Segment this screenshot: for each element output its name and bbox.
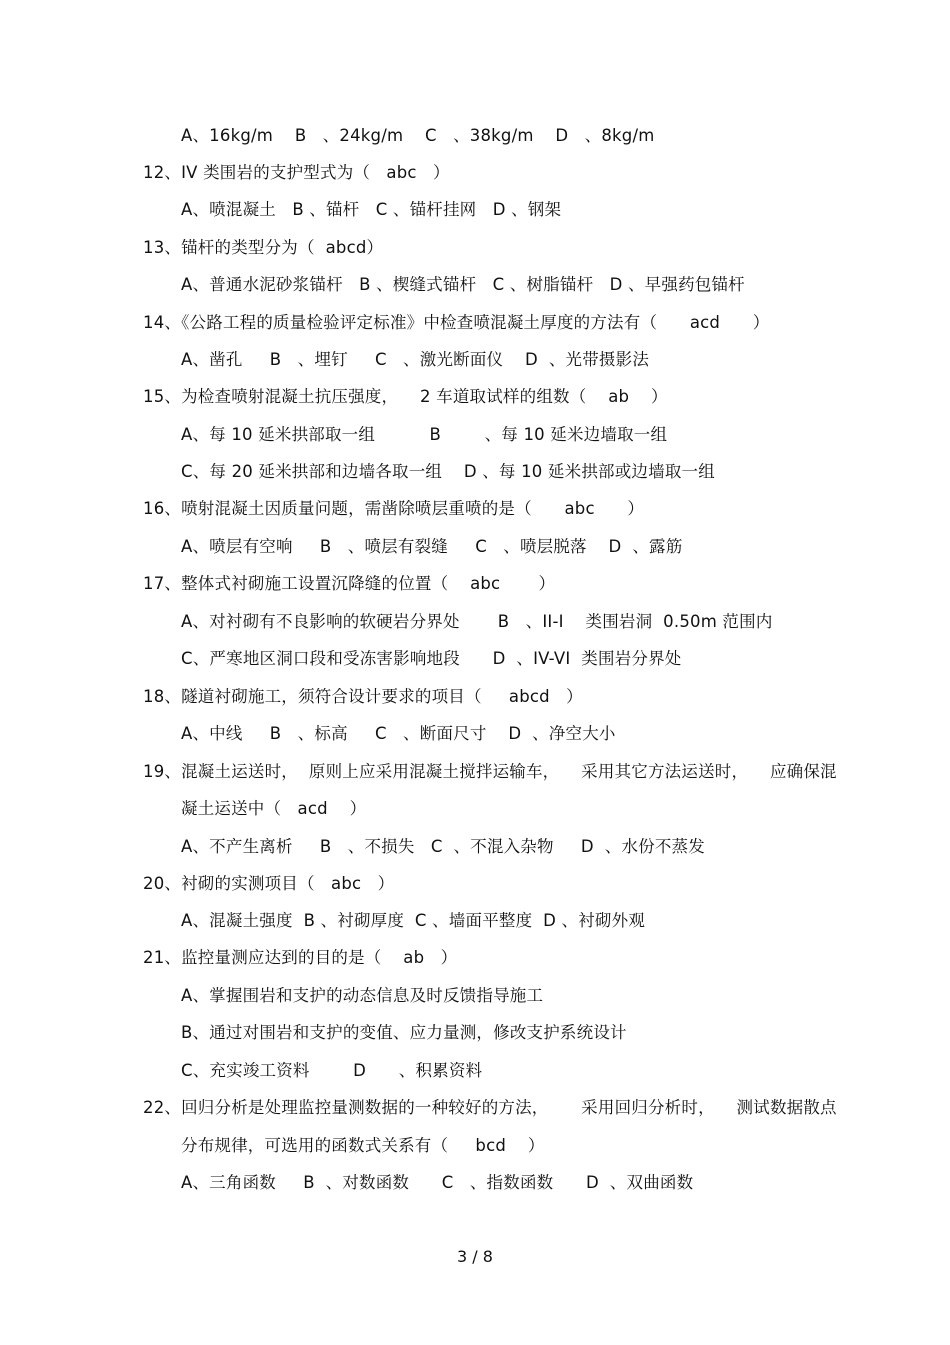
option-line-q15-ab: A、每 10 延米拱部取一组 B 、每 10 延米边墙取一组 [181,425,668,444]
option-line-q21-b: B、通过对围岩和支护的变值、应力量测，修改支护系统设计 [181,1023,627,1042]
question-17: 17、整体式衬砌施工设置沉降缝的位置（ abc ） [143,574,556,593]
question-22: 22、回归分析是处理监控量测数据的一种较好的方法， 采用回归分析时， 测试数据散点 [143,1098,837,1117]
question-16: 16、喷射混凝土因质量问题，需凿除喷层重喷的是（ abc ） [143,499,645,518]
option-line-q20: A、混凝土强度 B 、衬砌厚度 C 、墙面平整度 D 、衬砌外观 [181,911,646,930]
question-18: 18、隧道衬砌施工，须符合设计要求的项目（ abcd ） [143,687,583,706]
option-line-q21-cd: C、充实竣工资料 D 、积累资料 [181,1061,483,1080]
question-19: 19、混凝土运送时， 原则上应采用混凝土搅拌运输车， 采用其它方法运送时， 应确保混 [143,762,837,781]
option-line-q12: A、喷混凝土 B 、锚杆 C 、锚杆挂网 D 、钢架 [181,200,562,219]
question-14: 14、《公路工程的质量检验评定标准》中检查喷混凝土厚度的方法有（ acd ） [143,313,770,332]
option-line-q15-cd: C、每 20 延米拱部和边墙各取一组 D 、每 10 延米拱部或边墙取一组 [181,462,715,481]
question-19-continued: 凝土运送中（ acd ） [181,799,367,818]
option-line-q16: A、喷层有空响 B 、喷层有裂缝 C 、喷层脱落 D 、露筋 [181,537,683,556]
option-line-q19: A、不产生离析 B 、不损失 C 、不混入杂物 D 、水份不蒸发 [181,837,705,856]
question-21: 21、监控量测应达到的目的是（ ab ） [143,948,458,967]
option-line-q11: A、16kg/m B 、24kg/m C 、38kg/m D 、8kg/m [181,126,655,145]
option-line-q22: A、三角函数 B 、对数函数 C 、指数函数 D 、双曲函数 [181,1173,694,1192]
option-line-q17-cd: C、严寒地区洞口段和受冻害影响地段 D 、IV-VI 类围岩分界处 [181,649,682,668]
option-line-q21-a: A、掌握围岩和支护的动态信息及时反馈指导施工 [181,986,544,1005]
option-line-q13: A、普通水泥砂浆锚杆 B 、楔缝式锚杆 C 、树脂锚杆 D 、早强药包锚杆 [181,275,745,294]
option-line-q17-ab: A、对衬砌有不良影响的软硬岩分界处 B 、II-I 类围岩洞 0.50m 范围内 [181,612,773,631]
option-line-q18: A、中线 B 、标高 C 、断面尺寸 D 、净空大小 [181,724,616,743]
question-12: 12、IV 类围岩的支护型式为（ abc ） [143,163,450,182]
question-15: 15、为检查喷射混凝土抗压强度， 2 车道取试样的组数（ ab ） [143,387,668,406]
question-13: 13、锚杆的类型分为（ abcd） [143,238,384,257]
option-line-q14: A、凿孔 B 、埋钉 C 、激光断面仪 D 、光带摄影法 [181,350,650,369]
question-22-continued: 分布规律，可选用的函数式关系有（ bcd ） [181,1136,545,1155]
question-20: 20、衬砌的实测项目（ abc ） [143,874,395,893]
page-number: 3 / 8 [457,1247,493,1266]
